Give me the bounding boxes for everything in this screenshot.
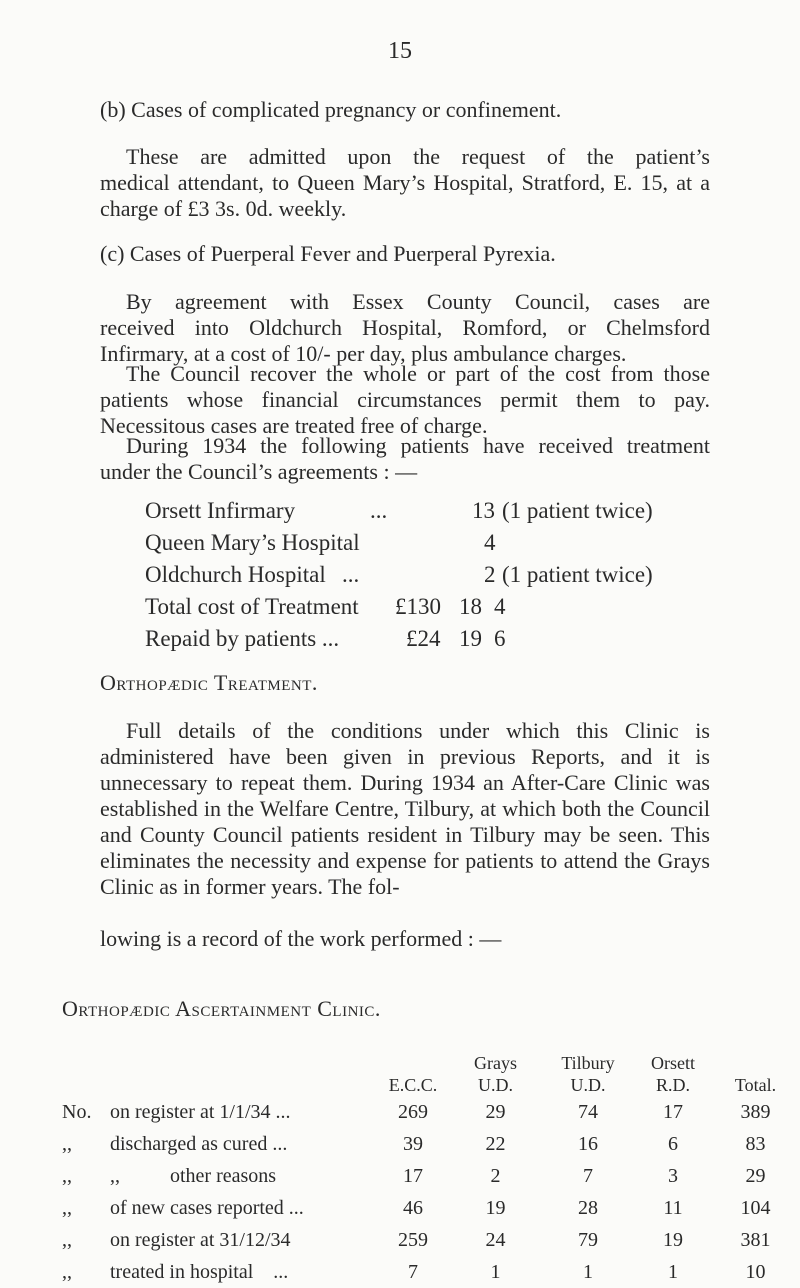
- section-b-para: medical attendant, to Queen Mary’s Hospital, Stratford, E. 15, at a charge of £3 3s. 0d. weekly.: [100, 170, 710, 221]
- column-header: Orsett: [651, 1053, 695, 1073]
- agreement-count: 4: [484, 530, 496, 555]
- agreement-name: Orsett Infirmary: [145, 498, 296, 523]
- cell-grays: 19: [485, 1196, 506, 1219]
- agreement-count: 13: [472, 498, 495, 523]
- cell-orsett: 1: [668, 1260, 678, 1283]
- cell-total: 83: [745, 1132, 766, 1155]
- cell-total: 104: [740, 1196, 771, 1219]
- cell-orsett: 11: [663, 1196, 683, 1219]
- row-label: of new cases reported ...: [110, 1196, 304, 1219]
- column-header: [378, 1052, 448, 1074]
- cell-grays: 1: [490, 1260, 501, 1283]
- cost-pounds: £24: [406, 626, 441, 651]
- column-header: Grays: [474, 1053, 517, 1073]
- table-row: [62, 1192, 798, 1224]
- section-c-para1: received into Oldchurch Hospital, Romford, or Chelmsford Infirmary, at a cost of 10/- per day, plus ambulance charges.: [100, 315, 710, 366]
- row-prefix: ,,: [62, 1260, 72, 1283]
- section-b-para-line1: These are admitted upon the request of the patient’s: [126, 144, 710, 169]
- section-c-para2: patients whose financial circumstances permit them to pay. Necessitous cases are treated free of charge.: [100, 387, 710, 438]
- row-label: treated in hospital ...: [110, 1260, 289, 1283]
- cell-grays: 22: [485, 1132, 506, 1155]
- cell-orsett: 17: [663, 1100, 683, 1123]
- agreement-name: Oldchurch Hospital: [145, 562, 326, 587]
- cost-label: Repaid by patients ...: [145, 626, 340, 651]
- agreement-dots: ...: [370, 498, 388, 523]
- row-prefix: ,,: [62, 1228, 72, 1251]
- section-c-para1-line1: By agreement with Essex County Council, cases are: [126, 289, 710, 314]
- cell-ecc: 17: [403, 1164, 423, 1187]
- cell-grays: 29: [485, 1100, 506, 1123]
- table-header-row: [62, 1074, 798, 1096]
- cell-orsett: 19: [663, 1228, 683, 1251]
- row-label: discharged as cured ...: [110, 1132, 288, 1155]
- cell-total: 29: [745, 1164, 766, 1187]
- row-prefix: ,,: [62, 1164, 72, 1187]
- agreement-note: (1 patient twice): [502, 562, 653, 587]
- cell-tilbury: 28: [578, 1196, 598, 1219]
- cell-grays: 2: [490, 1164, 501, 1187]
- table-row: [62, 1224, 798, 1256]
- cell-tilbury: 74: [578, 1100, 598, 1123]
- orthopaedic-heading: Orthopædic Treatment.: [100, 670, 318, 695]
- table-row: [62, 1256, 798, 1288]
- cell-tilbury: 16: [578, 1132, 598, 1155]
- cell-orsett: 6: [668, 1132, 678, 1155]
- orthopaedic-para-line1: Full details of the conditions under which this Clinic is: [126, 718, 710, 743]
- column-header: R.D.: [655, 1075, 690, 1095]
- agreement-dots: ...: [342, 562, 360, 587]
- cell-tilbury: 79: [578, 1228, 598, 1251]
- cell-ecc: 269: [398, 1100, 428, 1123]
- cell-grays: 24: [485, 1228, 506, 1251]
- column-header: [713, 1052, 798, 1074]
- cell-orsett: 3: [668, 1164, 678, 1187]
- cost-shillings: 19: [459, 626, 482, 651]
- clinic-table: [62, 1052, 798, 1288]
- row-label: on register at 1/1/34 ...: [110, 1100, 291, 1123]
- agreement-note: (1 patient twice): [502, 498, 653, 523]
- row-prefix: ,,: [62, 1196, 72, 1219]
- cell-total: 10: [745, 1260, 766, 1283]
- row-label: on register at 31/12/34: [110, 1228, 291, 1251]
- cell-ecc: 39: [403, 1132, 423, 1155]
- table-row: [62, 1128, 798, 1160]
- table-row: [62, 1096, 798, 1128]
- cost-shillings: 18: [459, 594, 482, 619]
- row-prefix: ,,: [62, 1132, 72, 1155]
- agreement-count: 2: [484, 562, 496, 587]
- cost-label: Total cost of Treatment: [145, 594, 359, 619]
- page-number: 15: [388, 38, 412, 64]
- cell-total: 389: [740, 1100, 771, 1123]
- section-b-heading: (b) Cases of complicated pregnancy or confinement.: [100, 97, 562, 122]
- cost-pounds: £130: [395, 594, 441, 619]
- column-header: U.D.: [478, 1075, 513, 1095]
- column-header: Tilbury: [561, 1053, 615, 1073]
- cost-pence: 6: [494, 626, 506, 651]
- agreement-name: Queen Mary’s Hospital: [145, 530, 360, 555]
- section-c-para3-line1: During 1934 the following patients have received treatment: [126, 433, 710, 458]
- cell-total: 381: [740, 1228, 771, 1251]
- orthopaedic-para: administered have been given in previous Reports, and it is unnecessary to repeat them. During 1934 an After-Care Clinic was established in the Welfare Centre, Tilbury, at which both the Council and County Council patients resident in Tilbury may be seen. This eliminates the necessity and expense for patients to attend the Grays Clinic as in former years. The fol-: [100, 744, 710, 899]
- cell-ecc: 7: [408, 1260, 418, 1283]
- column-header: Total.: [734, 1075, 777, 1095]
- section-c-para3-line2: under the Council’s agreements : —: [100, 459, 418, 484]
- clinic-heading: Orthopædic Ascertainment Clinic.: [62, 996, 381, 1021]
- cost-pence: 4: [494, 594, 506, 619]
- column-header: U.D.: [570, 1075, 606, 1095]
- cell-ecc: 46: [403, 1196, 423, 1219]
- cell-tilbury: 1: [583, 1260, 593, 1283]
- section-c-para2-line1: The Council recover the whole or part of the cost from those: [126, 361, 710, 386]
- column-header: E.C.C.: [388, 1075, 438, 1095]
- orthopaedic-para-last: lowing is a record of the work performed : —: [100, 926, 502, 951]
- table-row: [62, 1160, 798, 1192]
- row-label: ,, other reasons: [110, 1164, 277, 1187]
- row-prefix: No.: [62, 1100, 92, 1123]
- section-c-heading: (c) Cases of Puerperal Fever and Puerperal Pyrexia.: [100, 241, 556, 266]
- table-header-row: [62, 1052, 798, 1074]
- cell-tilbury: 7: [583, 1164, 593, 1187]
- cell-ecc: 259: [398, 1228, 428, 1251]
